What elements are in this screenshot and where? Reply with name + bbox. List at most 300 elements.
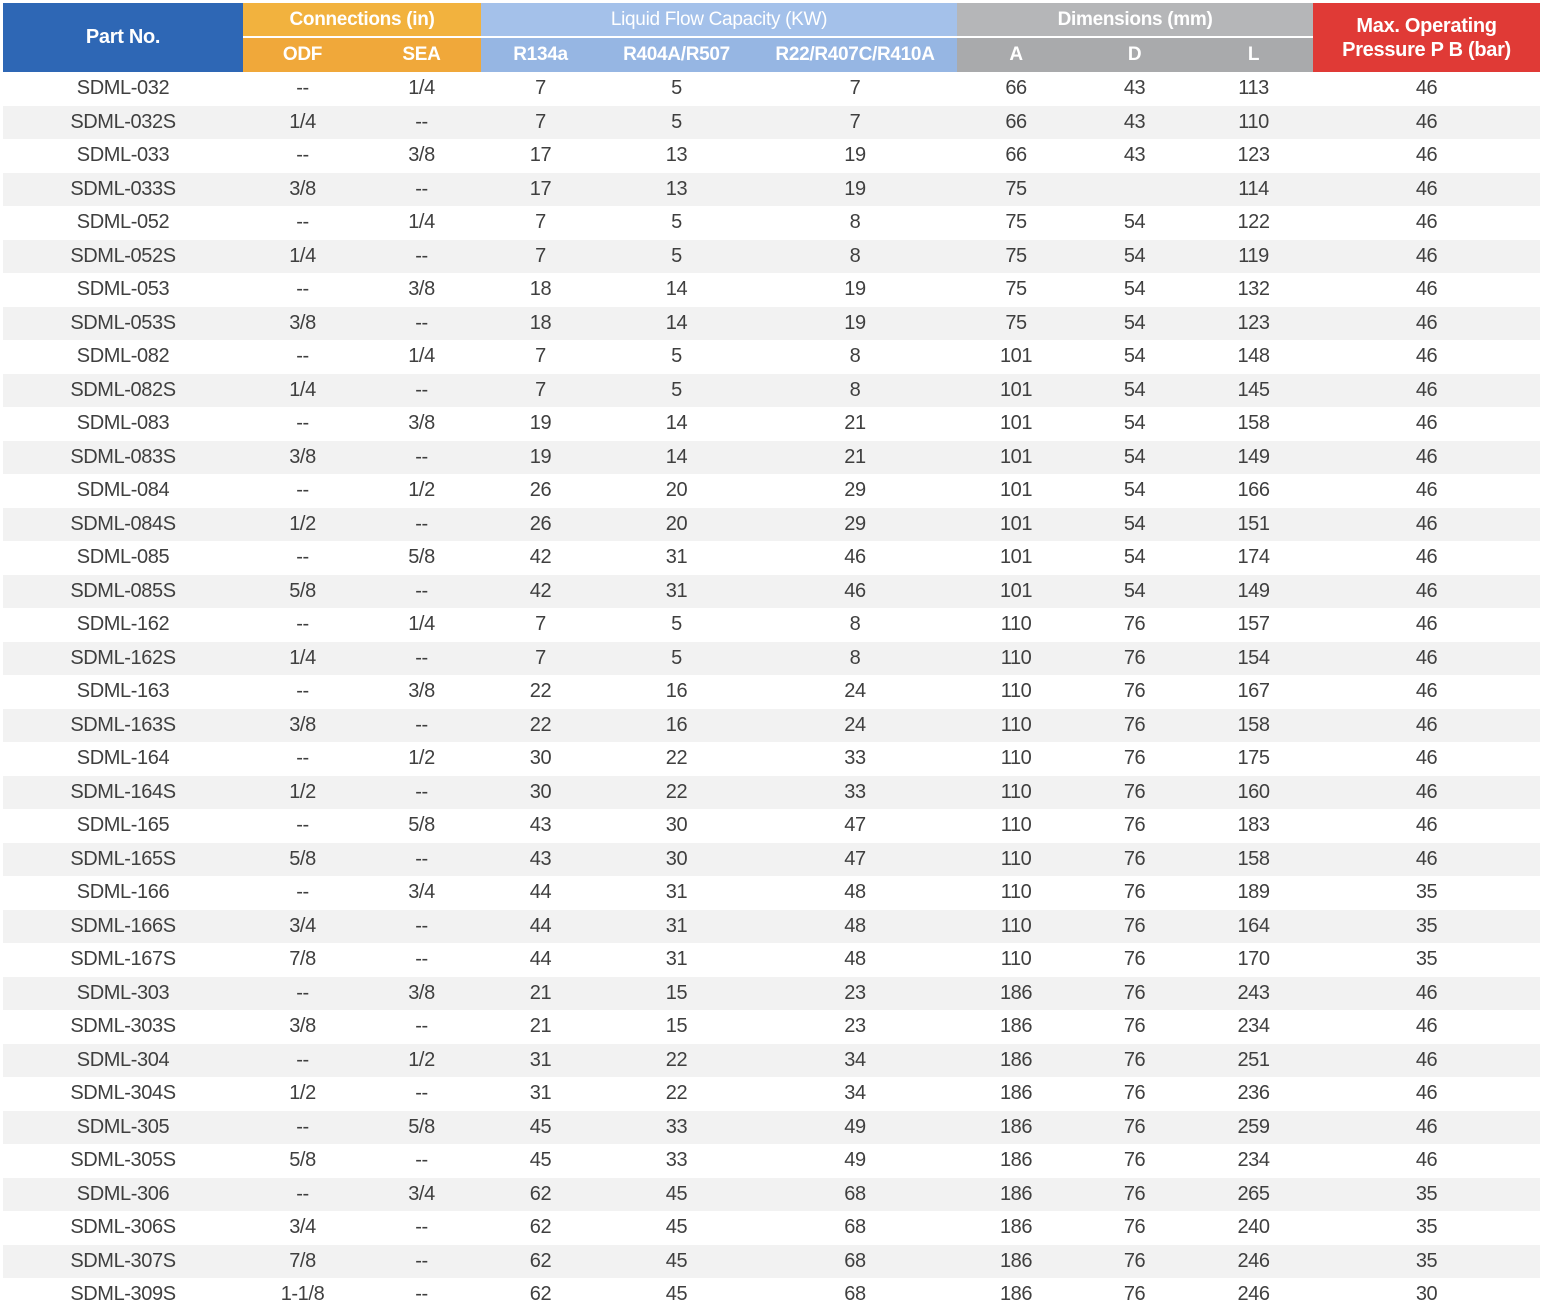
cell-r22-r407c-r410a: 49	[753, 1111, 957, 1145]
table-row	[3, 809, 1540, 843]
cell-r404a-r507: 45	[600, 1278, 753, 1312]
cell-dim-a: 101	[957, 508, 1075, 542]
cell-r22-r407c-r410a: 24	[753, 709, 957, 743]
cell-odf: --	[243, 608, 362, 642]
table-row	[3, 977, 1540, 1011]
cell-part-no: SDML-306	[3, 1178, 243, 1212]
cell-max-pressure: 46	[1313, 776, 1540, 810]
cell-max-pressure: 46	[1313, 407, 1540, 441]
cell-dim-a: 110	[957, 608, 1075, 642]
cell-odf: 1/4	[243, 106, 362, 140]
cell-dim-d: 54	[1075, 273, 1194, 307]
cell-dim-l: 246	[1194, 1278, 1313, 1312]
cell-max-pressure: 35	[1313, 1211, 1540, 1245]
cell-r22-r407c-r410a: 8	[753, 206, 957, 240]
cell-r404a-r507: 22	[600, 776, 753, 810]
cell-r134a: 22	[481, 709, 600, 743]
cell-sea: 3/8	[362, 407, 481, 441]
cell-r22-r407c-r410a: 21	[753, 441, 957, 475]
cell-part-no: SDML-163S	[3, 709, 243, 743]
cell-r404a-r507: 31	[600, 910, 753, 944]
cell-dim-d: 76	[1075, 876, 1194, 910]
cell-r134a: 7	[481, 206, 600, 240]
cell-part-no: SDML-052	[3, 206, 243, 240]
cell-max-pressure: 46	[1313, 1010, 1540, 1044]
cell-odf: --	[243, 876, 362, 910]
cell-dim-d: 54	[1075, 240, 1194, 274]
cell-odf: --	[243, 206, 362, 240]
cell-max-pressure: 46	[1313, 642, 1540, 676]
cell-dim-l: 145	[1194, 374, 1313, 408]
cell-r134a: 42	[481, 541, 600, 575]
table-row	[3, 139, 1540, 173]
cell-dim-d: 54	[1075, 374, 1194, 408]
cell-sea: 3/8	[362, 273, 481, 307]
cell-dim-d	[1075, 173, 1194, 207]
cell-odf: --	[243, 273, 362, 307]
cell-part-no: SDML-053	[3, 273, 243, 307]
cell-max-pressure: 46	[1313, 340, 1540, 374]
cell-r404a-r507: 14	[600, 307, 753, 341]
cell-dim-l: 234	[1194, 1010, 1313, 1044]
cell-max-pressure: 46	[1313, 240, 1540, 274]
cell-dim-d: 76	[1075, 1010, 1194, 1044]
cell-dim-l: 259	[1194, 1111, 1313, 1145]
cell-dim-a: 186	[957, 1077, 1075, 1111]
cell-sea: --	[362, 1144, 481, 1178]
cell-r22-r407c-r410a: 33	[753, 776, 957, 810]
cell-r404a-r507: 15	[600, 1010, 753, 1044]
table-row	[3, 675, 1540, 709]
cell-dim-l: 246	[1194, 1245, 1313, 1279]
cell-r22-r407c-r410a: 8	[753, 642, 957, 676]
table-row	[3, 776, 1540, 810]
cell-dim-l: 170	[1194, 943, 1313, 977]
cell-odf: --	[243, 474, 362, 508]
cell-sea: --	[362, 374, 481, 408]
cell-r134a: 7	[481, 340, 600, 374]
cell-r404a-r507: 5	[600, 642, 753, 676]
cell-odf: 1/2	[243, 776, 362, 810]
cell-r404a-r507: 5	[600, 206, 753, 240]
cell-odf: 1/2	[243, 1077, 362, 1111]
cell-dim-l: 114	[1194, 173, 1313, 207]
cell-dim-l: 123	[1194, 139, 1313, 173]
cell-max-pressure: 46	[1313, 541, 1540, 575]
header-max-operating-pressure: Max. Operating Pressure P B (bar)	[1313, 3, 1540, 72]
cell-sea: 1/4	[362, 72, 481, 106]
cell-max-pressure: 30	[1313, 1278, 1540, 1312]
cell-sea: 3/4	[362, 1178, 481, 1212]
cell-max-pressure: 46	[1313, 1144, 1540, 1178]
cell-max-pressure: 46	[1313, 843, 1540, 877]
cell-dim-d: 54	[1075, 508, 1194, 542]
cell-r22-r407c-r410a: 8	[753, 608, 957, 642]
cell-dim-d: 54	[1075, 541, 1194, 575]
cell-r22-r407c-r410a: 48	[753, 910, 957, 944]
cell-r22-r407c-r410a: 19	[753, 273, 957, 307]
cell-r22-r407c-r410a: 34	[753, 1077, 957, 1111]
table-row	[3, 307, 1540, 341]
cell-r404a-r507: 33	[600, 1111, 753, 1145]
cell-sea: 1/2	[362, 742, 481, 776]
header-dim-l: L	[1194, 37, 1313, 72]
cell-sea: --	[362, 441, 481, 475]
table-row	[3, 206, 1540, 240]
cell-r134a: 45	[481, 1111, 600, 1145]
cell-dim-a: 186	[957, 1144, 1075, 1178]
cell-r134a: 21	[481, 977, 600, 1011]
cell-r134a: 44	[481, 943, 600, 977]
table-row	[3, 1077, 1540, 1111]
cell-r134a: 19	[481, 407, 600, 441]
cell-max-pressure: 46	[1313, 742, 1540, 776]
cell-r134a: 17	[481, 139, 600, 173]
cell-r22-r407c-r410a: 7	[753, 106, 957, 140]
cell-r22-r407c-r410a: 7	[753, 72, 957, 106]
cell-r22-r407c-r410a: 29	[753, 508, 957, 542]
table-row	[3, 72, 1540, 106]
table-row	[3, 407, 1540, 441]
cell-part-no: SDML-304	[3, 1044, 243, 1078]
cell-odf: --	[243, 541, 362, 575]
cell-max-pressure: 46	[1313, 608, 1540, 642]
cell-r22-r407c-r410a: 49	[753, 1144, 957, 1178]
table-row	[3, 1044, 1540, 1078]
cell-odf: --	[243, 742, 362, 776]
cell-max-pressure: 46	[1313, 1044, 1540, 1078]
cell-odf: 3/8	[243, 307, 362, 341]
cell-sea: 3/8	[362, 977, 481, 1011]
cell-sea: 1/2	[362, 474, 481, 508]
cell-dim-d: 76	[1075, 742, 1194, 776]
cell-part-no: SDML-306S	[3, 1211, 243, 1245]
cell-dim-d: 54	[1075, 575, 1194, 609]
cell-r134a: 7	[481, 106, 600, 140]
cell-dim-a: 66	[957, 139, 1075, 173]
cell-odf: 3/4	[243, 910, 362, 944]
cell-odf: 1/4	[243, 240, 362, 274]
cell-part-no: SDML-165S	[3, 843, 243, 877]
table-row	[3, 173, 1540, 207]
cell-dim-l: 149	[1194, 575, 1313, 609]
cell-max-pressure: 46	[1313, 575, 1540, 609]
cell-r404a-r507: 14	[600, 273, 753, 307]
cell-r134a: 44	[481, 910, 600, 944]
cell-dim-a: 110	[957, 776, 1075, 810]
cell-dim-a: 110	[957, 943, 1075, 977]
cell-dim-a: 110	[957, 709, 1075, 743]
cell-r134a: 62	[481, 1178, 600, 1212]
cell-dim-a: 110	[957, 642, 1075, 676]
cell-part-no: SDML-307S	[3, 1245, 243, 1279]
cell-part-no: SDML-084	[3, 474, 243, 508]
cell-r22-r407c-r410a: 19	[753, 307, 957, 341]
cell-odf: 5/8	[243, 1144, 362, 1178]
cell-dim-l: 154	[1194, 642, 1313, 676]
cell-r404a-r507: 16	[600, 675, 753, 709]
cell-r22-r407c-r410a: 29	[753, 474, 957, 508]
cell-part-no: SDML-303	[3, 977, 243, 1011]
cell-sea: 1/4	[362, 608, 481, 642]
cell-part-no: SDML-052S	[3, 240, 243, 274]
cell-dim-d: 76	[1075, 642, 1194, 676]
cell-r404a-r507: 31	[600, 541, 753, 575]
table-row	[3, 273, 1540, 307]
cell-part-no: SDML-053S	[3, 307, 243, 341]
cell-dim-l: 157	[1194, 608, 1313, 642]
cell-dim-a: 101	[957, 474, 1075, 508]
cell-r404a-r507: 14	[600, 407, 753, 441]
cell-part-no: SDML-084S	[3, 508, 243, 542]
cell-sea: --	[362, 910, 481, 944]
cell-dim-d: 76	[1075, 1144, 1194, 1178]
cell-dim-l: 174	[1194, 541, 1313, 575]
cell-odf: 5/8	[243, 843, 362, 877]
cell-max-pressure: 46	[1313, 374, 1540, 408]
cell-sea: --	[362, 307, 481, 341]
cell-part-no: SDML-164S	[3, 776, 243, 810]
table-row	[3, 608, 1540, 642]
cell-odf: 1/4	[243, 374, 362, 408]
cell-part-no: SDML-167S	[3, 943, 243, 977]
cell-part-no: SDML-304S	[3, 1077, 243, 1111]
cell-max-pressure: 46	[1313, 977, 1540, 1011]
header-r22-r407c-r410a: R22/R407C/R410A	[753, 37, 957, 72]
cell-dim-d: 76	[1075, 675, 1194, 709]
cell-r134a: 22	[481, 675, 600, 709]
cell-dim-d: 76	[1075, 1178, 1194, 1212]
cell-dim-a: 101	[957, 541, 1075, 575]
cell-dim-d: 76	[1075, 1278, 1194, 1312]
cell-part-no: SDML-082S	[3, 374, 243, 408]
cell-dim-a: 110	[957, 675, 1075, 709]
cell-max-pressure: 46	[1313, 72, 1540, 106]
cell-dim-a: 186	[957, 1211, 1075, 1245]
cell-max-pressure: 46	[1313, 206, 1540, 240]
cell-r134a: 30	[481, 742, 600, 776]
cell-max-pressure: 46	[1313, 273, 1540, 307]
cell-dim-d: 43	[1075, 72, 1194, 106]
cell-r134a: 43	[481, 809, 600, 843]
cell-dim-a: 186	[957, 1245, 1075, 1279]
cell-dim-a: 75	[957, 173, 1075, 207]
cell-sea: --	[362, 106, 481, 140]
cell-dim-a: 110	[957, 809, 1075, 843]
table-row	[3, 1144, 1540, 1178]
cell-r22-r407c-r410a: 47	[753, 843, 957, 877]
header-liquid-flow-capacity: Liquid Flow Capacity (KW)	[481, 3, 957, 37]
cell-r134a: 62	[481, 1245, 600, 1279]
cell-sea: --	[362, 508, 481, 542]
table-row	[3, 240, 1540, 274]
cell-sea: 1/2	[362, 1044, 481, 1078]
cell-part-no: SDML-303S	[3, 1010, 243, 1044]
cell-r134a: 7	[481, 642, 600, 676]
cell-sea: --	[362, 575, 481, 609]
cell-r22-r407c-r410a: 19	[753, 139, 957, 173]
cell-r404a-r507: 31	[600, 876, 753, 910]
cell-dim-d: 54	[1075, 340, 1194, 374]
cell-r22-r407c-r410a: 68	[753, 1211, 957, 1245]
cell-dim-l: 166	[1194, 474, 1313, 508]
cell-dim-d: 76	[1075, 943, 1194, 977]
cell-r404a-r507: 5	[600, 240, 753, 274]
cell-part-no: SDML-085S	[3, 575, 243, 609]
cell-odf: --	[243, 1178, 362, 1212]
header-part-no: Part No.	[3, 3, 243, 72]
cell-dim-l: 240	[1194, 1211, 1313, 1245]
cell-dim-l: 160	[1194, 776, 1313, 810]
cell-part-no: SDML-309S	[3, 1278, 243, 1312]
cell-dim-a: 66	[957, 72, 1075, 106]
cell-r22-r407c-r410a: 68	[753, 1278, 957, 1312]
table-row	[3, 541, 1540, 575]
table-row	[3, 910, 1540, 944]
table-row	[3, 441, 1540, 475]
cell-r22-r407c-r410a: 33	[753, 742, 957, 776]
cell-max-pressure: 46	[1313, 1077, 1540, 1111]
cell-r134a: 7	[481, 240, 600, 274]
cell-odf: --	[243, 675, 362, 709]
cell-part-no: SDML-164	[3, 742, 243, 776]
cell-dim-a: 101	[957, 340, 1075, 374]
cell-sea: --	[362, 1077, 481, 1111]
cell-dim-a: 75	[957, 273, 1075, 307]
cell-dim-l: 149	[1194, 441, 1313, 475]
cell-odf: --	[243, 340, 362, 374]
cell-dim-d: 43	[1075, 139, 1194, 173]
cell-dim-l: 119	[1194, 240, 1313, 274]
cell-sea: 3/8	[362, 675, 481, 709]
cell-dim-l: 148	[1194, 340, 1313, 374]
cell-max-pressure: 46	[1313, 709, 1540, 743]
cell-sea: --	[362, 943, 481, 977]
cell-dim-d: 76	[1075, 709, 1194, 743]
cell-max-pressure: 35	[1313, 1245, 1540, 1279]
cell-r404a-r507: 15	[600, 977, 753, 1011]
cell-max-pressure: 46	[1313, 1111, 1540, 1145]
cell-dim-a: 101	[957, 441, 1075, 475]
cell-odf: 7/8	[243, 1245, 362, 1279]
cell-r22-r407c-r410a: 68	[753, 1245, 957, 1279]
cell-dim-l: 183	[1194, 809, 1313, 843]
cell-part-no: SDML-083S	[3, 441, 243, 475]
cell-dim-d: 54	[1075, 407, 1194, 441]
cell-dim-d: 76	[1075, 809, 1194, 843]
table-row	[3, 709, 1540, 743]
cell-part-no: SDML-162S	[3, 642, 243, 676]
cell-sea: --	[362, 642, 481, 676]
cell-sea: --	[362, 1010, 481, 1044]
cell-r404a-r507: 31	[600, 943, 753, 977]
cell-max-pressure: 46	[1313, 474, 1540, 508]
cell-dim-a: 186	[957, 1278, 1075, 1312]
cell-max-pressure: 46	[1313, 106, 1540, 140]
cell-r404a-r507: 20	[600, 474, 753, 508]
cell-r404a-r507: 45	[600, 1211, 753, 1245]
cell-r134a: 62	[481, 1211, 600, 1245]
cell-part-no: SDML-085	[3, 541, 243, 575]
cell-sea: --	[362, 1211, 481, 1245]
cell-r134a: 18	[481, 307, 600, 341]
cell-r22-r407c-r410a: 8	[753, 340, 957, 374]
cell-sea: 5/8	[362, 1111, 481, 1145]
cell-dim-l: 167	[1194, 675, 1313, 709]
cell-r404a-r507: 14	[600, 441, 753, 475]
cell-sea: 1/4	[362, 340, 481, 374]
cell-r404a-r507: 5	[600, 340, 753, 374]
cell-odf: 3/8	[243, 173, 362, 207]
cell-dim-d: 76	[1075, 977, 1194, 1011]
cell-r22-r407c-r410a: 24	[753, 675, 957, 709]
cell-r404a-r507: 13	[600, 173, 753, 207]
cell-dim-d: 76	[1075, 910, 1194, 944]
cell-dim-d: 54	[1075, 307, 1194, 341]
cell-r22-r407c-r410a: 8	[753, 240, 957, 274]
cell-sea: --	[362, 173, 481, 207]
cell-dim-d: 76	[1075, 608, 1194, 642]
cell-odf: --	[243, 809, 362, 843]
header-r134a: R134a	[481, 37, 600, 72]
cell-dim-l: 151	[1194, 508, 1313, 542]
cell-r134a: 21	[481, 1010, 600, 1044]
cell-r134a: 44	[481, 876, 600, 910]
cell-r22-r407c-r410a: 34	[753, 1044, 957, 1078]
table-row	[3, 876, 1540, 910]
cell-dim-a: 186	[957, 977, 1075, 1011]
cell-part-no: SDML-033	[3, 139, 243, 173]
cell-r134a: 17	[481, 173, 600, 207]
table-row	[3, 742, 1540, 776]
cell-sea: --	[362, 843, 481, 877]
cell-r404a-r507: 16	[600, 709, 753, 743]
cell-dim-a: 186	[957, 1044, 1075, 1078]
cell-max-pressure: 46	[1313, 139, 1540, 173]
cell-max-pressure: 46	[1313, 307, 1540, 341]
cell-dim-l: 175	[1194, 742, 1313, 776]
cell-r404a-r507: 5	[600, 608, 753, 642]
cell-r22-r407c-r410a: 23	[753, 1010, 957, 1044]
cell-odf: --	[243, 72, 362, 106]
cell-odf: 3/8	[243, 1010, 362, 1044]
cell-r404a-r507: 13	[600, 139, 753, 173]
cell-dim-l: 132	[1194, 273, 1313, 307]
cell-dim-a: 186	[957, 1111, 1075, 1145]
table-row	[3, 374, 1540, 408]
header-connections: Connections (in)	[243, 3, 481, 37]
cell-dim-d: 76	[1075, 1111, 1194, 1145]
table-row	[3, 474, 1540, 508]
cell-sea: --	[362, 1245, 481, 1279]
cell-dim-l: 236	[1194, 1077, 1313, 1111]
table-row	[3, 106, 1540, 140]
cell-dim-l: 243	[1194, 977, 1313, 1011]
cell-part-no: SDML-032	[3, 72, 243, 106]
cell-sea: 3/4	[362, 876, 481, 910]
cell-dim-d: 54	[1075, 206, 1194, 240]
cell-max-pressure: 46	[1313, 675, 1540, 709]
cell-dim-l: 189	[1194, 876, 1313, 910]
cell-r404a-r507: 30	[600, 843, 753, 877]
cell-max-pressure: 35	[1313, 910, 1540, 944]
cell-r134a: 43	[481, 843, 600, 877]
cell-r134a: 26	[481, 508, 600, 542]
cell-max-pressure: 46	[1313, 441, 1540, 475]
cell-r404a-r507: 20	[600, 508, 753, 542]
header-dim-d: D	[1075, 37, 1194, 72]
cell-dim-a: 101	[957, 407, 1075, 441]
